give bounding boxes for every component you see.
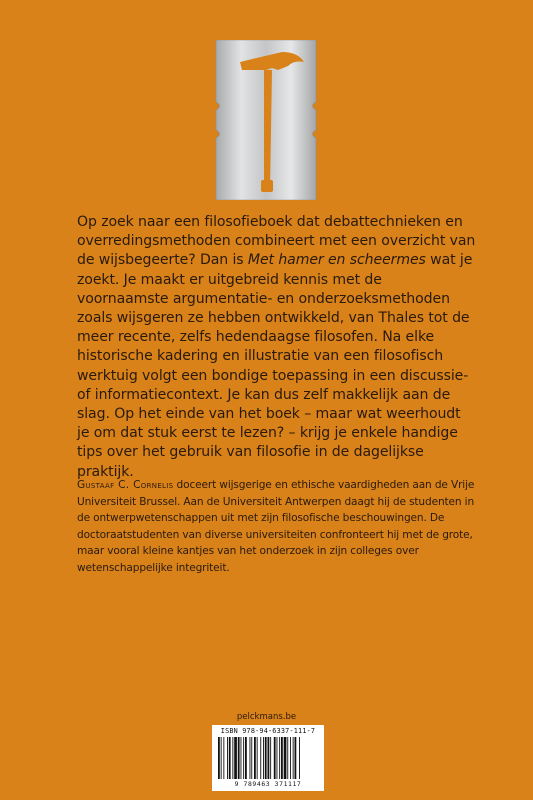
barcode-bar: [279, 737, 280, 779]
barcode-bar: [290, 737, 291, 779]
book-title-italic: Met hamer en scheermes: [247, 252, 426, 269]
barcode-bar: [223, 737, 224, 779]
barcode-bar: [251, 737, 252, 779]
barcode-bar: [265, 737, 267, 779]
blurb-text-end: wat je zoekt. Je maakt er uitgebreid kennis met de voornaamste argumentatie- en onderzoeksmethoden zoals wijsgeren ze hebben ontwikkeld, van Thales tot de meer recente, zelfs hedendaagse filosofen. Na elke historische kadering en illustratie van een filosofisch werktuig volgt een bondige toepassing in een discussie- of informatiecontext. Je kan dus zelf makkelijk aan de slag. Op het einde van het boek – maar wat weerhoudt je om dat stuk eerst te lezen? – krijg je enkele handige tips over het gebruik van filosofie in de dagelijkse praktijk.: [77, 252, 473, 480]
barcode-bar: [281, 737, 283, 779]
barcode-bar: [254, 737, 256, 779]
blurb-paragraph: [77, 213, 477, 482]
barcode-bar: [232, 737, 233, 779]
barcode-bar: [243, 737, 244, 779]
barcode-digits: 9 789463 371117: [234, 780, 302, 788]
barcode-bar: [218, 737, 220, 779]
barcode-bar: [227, 737, 228, 779]
barcode-bar: [245, 737, 247, 779]
barcode-bar: [268, 737, 270, 779]
author-name: Gustaaf C. Cornelis: [77, 479, 174, 491]
barcode-bar: [299, 737, 300, 779]
barcode-bar: [284, 737, 287, 779]
barcode-bar: [257, 737, 258, 779]
barcode-bar: [274, 737, 276, 779]
publisher-url: pelckmans.be: [236, 712, 297, 722]
barcode-bar: [293, 737, 294, 779]
barcode-box: [212, 725, 324, 791]
barcode-bar: [270, 737, 271, 779]
barcode-bar: [287, 737, 288, 779]
author-bio: [77, 477, 477, 576]
barcode-graphic: [216, 737, 320, 781]
barcode-bar: [229, 737, 231, 779]
barcode-bar: [277, 737, 278, 779]
barcode-bar: [260, 737, 261, 779]
barcode-bar: [221, 737, 222, 779]
barcode-bar: [238, 737, 240, 779]
razor-blade-with-hammer-icon: [212, 40, 320, 200]
blurb-text-start: Op zoek naar een filosofieboek dat debattechnieken en overredingsmethoden combineert met een overzicht van de wijsbegeerte? Dan is: [77, 214, 476, 269]
barcode-bar: [263, 737, 264, 779]
author-bio-text: doceert wijsgerige en ethische vaardigheden aan de Vrije Universiteit Brussel. Aan de Universiteit Antwerpen daagt hij de studenten in de ontwerpwetenschappen uit met zijn filosofische beschouwingen. De doctoraatstudenten van diverse universiteiten confronteert hij met de grote, maar vooral kleine kantjes van het onderzoek in zijn colleges over wetenschappelijke integriteit.: [77, 479, 475, 574]
barcode-bar: [250, 737, 251, 779]
barcode-bar: [234, 737, 237, 779]
barcode-bar: [295, 737, 297, 779]
barcode-bar: [241, 737, 242, 779]
isbn-label: ISBN 978-94-6337-111-7: [220, 727, 316, 735]
